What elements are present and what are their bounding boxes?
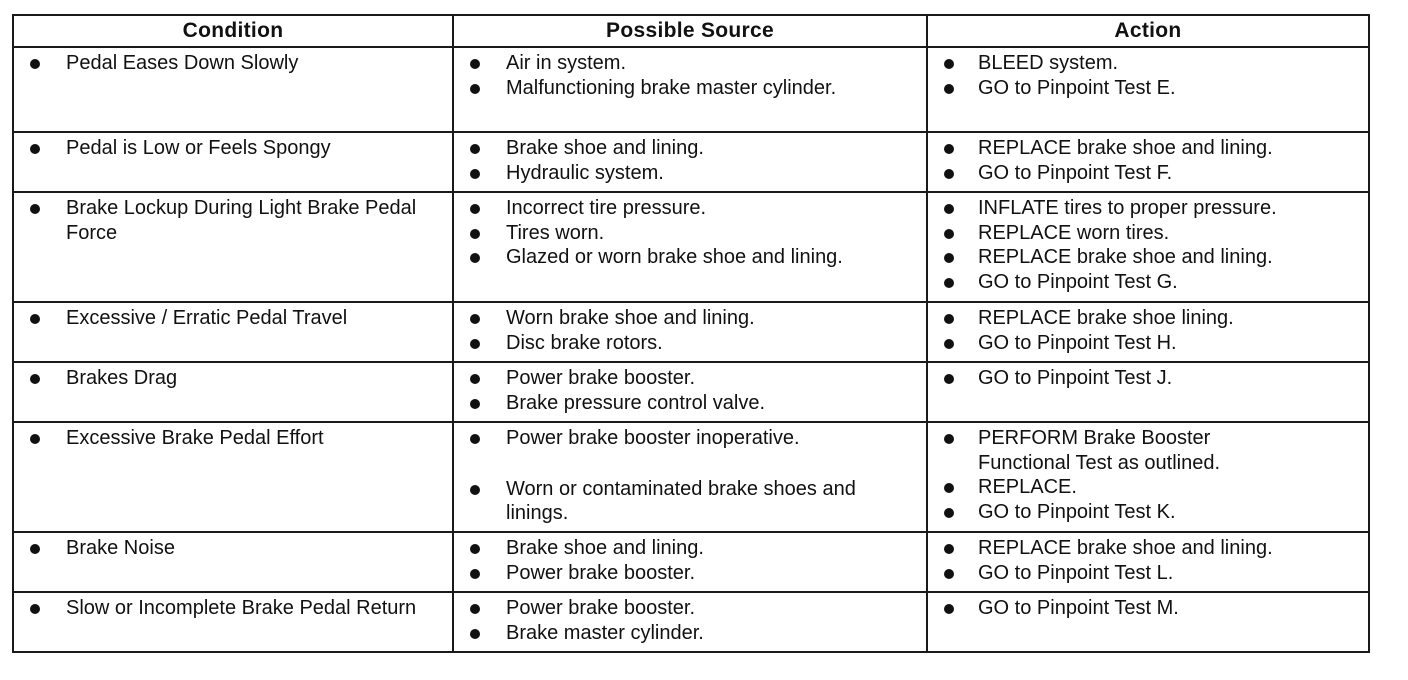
header-row	[13, 15, 1369, 47]
condition-cell	[13, 132, 453, 192]
source-cell	[453, 47, 927, 132]
action-item: REPLACE brake shoe lining.	[932, 306, 1364, 331]
condition-cell	[13, 192, 453, 302]
source-cell	[453, 422, 927, 532]
action-item: INFLATE tires to proper pressure.	[932, 196, 1364, 221]
source-item: Glazed or worn brake shoe and lining.	[458, 245, 922, 270]
header-possible-source: Possible Source	[453, 15, 927, 47]
source-cell	[453, 532, 927, 592]
source-item: Brake shoe and lining.	[458, 136, 922, 161]
action-cell	[927, 302, 1369, 362]
action-item: REPLACE brake shoe and lining.	[932, 536, 1364, 561]
table-row	[13, 362, 1369, 422]
action-cell	[927, 47, 1369, 132]
condition-item: Brake Noise	[18, 536, 448, 561]
condition-cell	[13, 592, 453, 652]
source-item: Worn brake shoe and lining.	[458, 306, 922, 331]
action-cell	[927, 362, 1369, 422]
action-cell	[927, 422, 1369, 532]
condition-item: Brake Lockup During Light Brake Pedal Force	[18, 196, 448, 245]
source-item: Brake shoe and lining.	[458, 536, 922, 561]
action-item: GO to Pinpoint Test E.	[932, 76, 1364, 101]
condition-cell	[13, 422, 453, 532]
action-item: REPLACE worn tires.	[932, 221, 1364, 246]
table-row	[13, 132, 1369, 192]
condition-cell	[13, 362, 453, 422]
source-item: Power brake booster.	[458, 596, 922, 621]
source-cell	[453, 132, 927, 192]
source-item: Tires worn.	[458, 221, 922, 246]
source-item: Incorrect tire pressure.	[458, 196, 922, 221]
action-item: GO to Pinpoint Test G.	[932, 270, 1364, 295]
condition-cell	[13, 302, 453, 362]
source-item: Power brake booster.	[458, 561, 922, 586]
action-item: GO to Pinpoint Test L.	[932, 561, 1364, 586]
table-row	[13, 47, 1369, 132]
source-item: Power brake booster.	[458, 366, 922, 391]
action-item: REPLACE brake shoe and lining.	[932, 245, 1364, 270]
source-item: Power brake booster inoperative.	[458, 426, 922, 451]
action-item: GO to Pinpoint Test H.	[932, 331, 1364, 356]
action-item: PERFORM Brake Booster Functional Test as outlined.	[932, 426, 1364, 475]
condition-item: Slow or Incomplete Brake Pedal Return	[18, 596, 448, 621]
header-condition: Condition	[13, 15, 453, 47]
header-action: Action	[927, 15, 1369, 47]
source-item: Brake pressure control valve.	[458, 391, 922, 416]
condition-cell	[13, 47, 453, 132]
action-item: GO to Pinpoint Test K.	[932, 500, 1364, 525]
condition-item: Excessive / Erratic Pedal Travel	[18, 306, 448, 331]
source-cell	[453, 302, 927, 362]
action-item: GO to Pinpoint Test M.	[932, 596, 1364, 621]
table-row	[13, 192, 1369, 302]
action-cell	[927, 592, 1369, 652]
action-item: GO to Pinpoint Test F.	[932, 161, 1364, 186]
source-cell	[453, 192, 927, 302]
condition-item: Brakes Drag	[18, 366, 448, 391]
condition-cell	[13, 532, 453, 592]
source-cell	[453, 362, 927, 422]
condition-item: Pedal Eases Down Slowly	[18, 51, 448, 76]
table-row	[13, 422, 1369, 532]
action-cell	[927, 192, 1369, 302]
source-cell	[453, 592, 927, 652]
action-item: BLEED system.	[932, 51, 1364, 76]
table-row	[13, 592, 1369, 652]
source-item: Worn or contaminated brake shoes and linings.	[458, 477, 922, 526]
table-row	[13, 302, 1369, 362]
source-item: Malfunctioning brake master cylinder.	[458, 76, 922, 101]
action-item: REPLACE.	[932, 475, 1364, 500]
source-item: Hydraulic system.	[458, 161, 922, 186]
diagnosis-table	[12, 14, 1370, 653]
action-item: GO to Pinpoint Test J.	[932, 366, 1364, 391]
condition-item: Pedal is Low or Feels Spongy	[18, 136, 448, 161]
action-cell	[927, 532, 1369, 592]
condition-item: Excessive Brake Pedal Effort	[18, 426, 448, 451]
action-cell	[927, 132, 1369, 192]
action-item: REPLACE brake shoe and lining.	[932, 136, 1364, 161]
source-item: Disc brake rotors.	[458, 331, 922, 356]
source-item: Air in system.	[458, 51, 922, 76]
source-item: Brake master cylinder.	[458, 621, 922, 646]
table-row	[13, 532, 1369, 592]
